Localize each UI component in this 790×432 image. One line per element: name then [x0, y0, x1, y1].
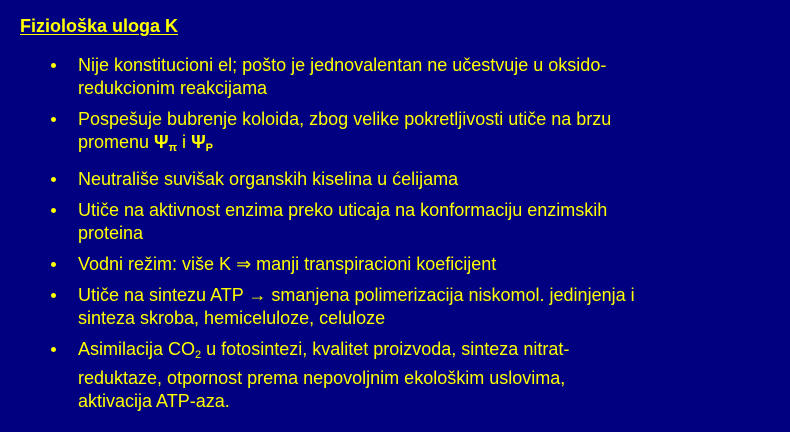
- psi-subscript: P: [205, 142, 213, 154]
- co2-subscript: 2: [195, 349, 202, 361]
- bullet-text-segment: i: [177, 132, 192, 152]
- bullet-dot-icon: [51, 347, 56, 352]
- bullet-text: Nije konstitucioni el; pošto je jednovalentan ne učestvuje u oksido-: [78, 55, 607, 75]
- bullet-text: [78, 131, 758, 160]
- bullet-dot-icon: [51, 293, 56, 298]
- bullet-text: Utiče na aktivnost enzima preko uticaja na konformaciju enzimskih: [78, 200, 608, 220]
- bullet-text-segment: Asimilacija CO: [78, 339, 196, 359]
- bullet-text-segment: promenu: [78, 132, 155, 152]
- bullet-dot-icon: [51, 262, 56, 267]
- bullet-text: [78, 338, 758, 367]
- bullet-text: sinteza skroba, hemiceluloze, celuloze: [78, 308, 386, 328]
- psi-symbol: Ψ: [191, 132, 206, 152]
- bullet-text: Utiče na sintezu ATP → smanjena polimerizacija niskomol. jedinjenja i: [78, 285, 635, 305]
- bullet-list: [0, 54, 758, 421]
- bullet-dot-icon: [51, 177, 56, 182]
- bullet-text: redukcionim reakcijama: [78, 78, 268, 98]
- bullet-text: Pospešuje bubrenje koloida, zbog velike pokretljivosti utiče na brzu: [78, 109, 612, 129]
- bullet-dot-icon: [51, 117, 56, 122]
- bullet-text: aktivacija ATP-aza.: [78, 391, 230, 411]
- bullet-item: [0, 54, 758, 100]
- bullet-item: [0, 199, 758, 245]
- bullet-text: proteina: [78, 223, 144, 243]
- bullet-text: reduktaze, otpornost prema nepovoljnim ekološkim uslovima,: [78, 368, 566, 388]
- bullet-item: [0, 108, 758, 160]
- psi-symbol: Ψ: [154, 132, 169, 152]
- bullet-item: [0, 338, 758, 413]
- bullet-item: [0, 284, 758, 330]
- slide-title: Fiziološka uloga K: [20, 16, 179, 36]
- bullet-item: [0, 253, 758, 276]
- bullet-dot-icon: [51, 208, 56, 213]
- bullet-text: Neutrališe suvišak organskih kiselina u ćelijama: [78, 169, 459, 189]
- bullet-dot-icon: [51, 63, 56, 68]
- bullet-item: [0, 168, 758, 191]
- bullet-text-segment: u fotosintezi, kvalitet proizvoda, sinteza nitrat-: [201, 339, 570, 359]
- psi-subscript: π: [168, 142, 178, 154]
- bullet-text: Vodni režim: više K ⇒ manji transpiracioni koeficijent: [78, 254, 497, 274]
